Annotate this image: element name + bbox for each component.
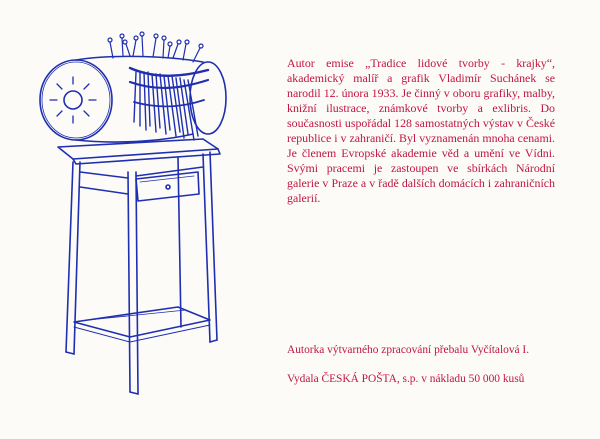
credits-block	[287, 343, 577, 401]
publisher-credit: Vydala ČESKÁ POŠTA, s.p. v nákladu 50 000 kusů	[287, 373, 525, 385]
lace-pillow-stand-illustration	[18, 22, 268, 402]
author-biography: Autor emise „Tradice lidové tvorby - krajky“, akademický malíř a grafik Vladimír Suchánek se narodil 12. února 1933. Je činný v oboru grafiky, malby, knižní ilustrace, známkové tvorby a exlibris. Do současnosti uspořádal 128 samostatných výstav v České republice i v zahraničí. Byl vyznamenán mnoha cenami. Je členem Evropské akademie věd a umění ve Vídni. Svými pracemi je zastoupen ve sbírkách Národní galerie v Praze a v řadě dalších domácích i zahraničních galerií.	[287, 56, 555, 205]
cover-design-credit: Autorka výtvarného zpracování přebalu Vyčítalová I.	[287, 344, 530, 356]
